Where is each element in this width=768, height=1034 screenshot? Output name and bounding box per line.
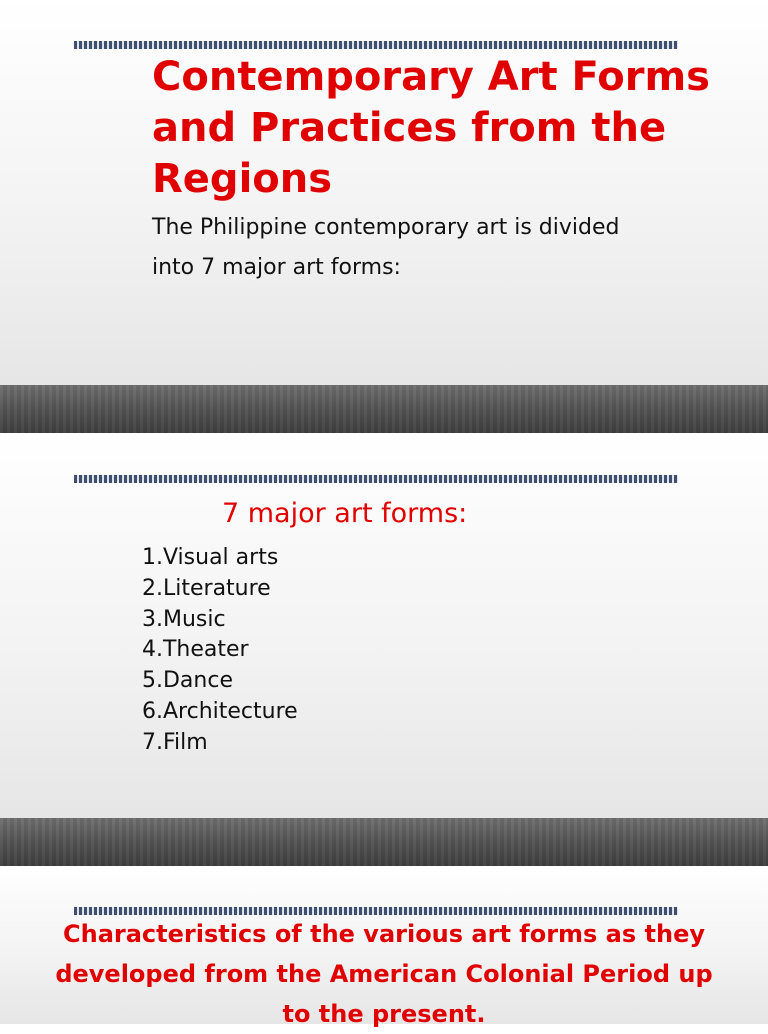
slide-subtitle: The Philippine contemporary art is divided into 7 major art forms: xyxy=(152,215,620,280)
list-item: 7.Film xyxy=(142,729,208,755)
decorative-stripe xyxy=(74,475,678,483)
list-item: 3.Music xyxy=(142,606,226,632)
list-item: 1.Visual arts xyxy=(142,545,279,570)
list-item: 6.Architecture xyxy=(142,698,298,724)
slide-1 xyxy=(0,0,768,385)
slide-2 xyxy=(0,433,768,818)
slide-title: Contemporary Art Forms and Practices from the Regions xyxy=(152,54,710,202)
art-forms-heading: 7 major art forms: xyxy=(222,498,468,529)
floor-band xyxy=(0,385,768,433)
decorative-stripe xyxy=(74,41,678,49)
characteristics-heading: Characteristics of the various art forms as they developed from the American Colonial Period up to the present. xyxy=(55,920,713,1028)
list-item: 5.Dance xyxy=(142,668,233,694)
art-forms-list xyxy=(142,543,298,759)
floor-band xyxy=(0,818,768,866)
list-item: 4.Theater xyxy=(142,637,249,663)
list-item: 2.Literature xyxy=(142,575,271,601)
